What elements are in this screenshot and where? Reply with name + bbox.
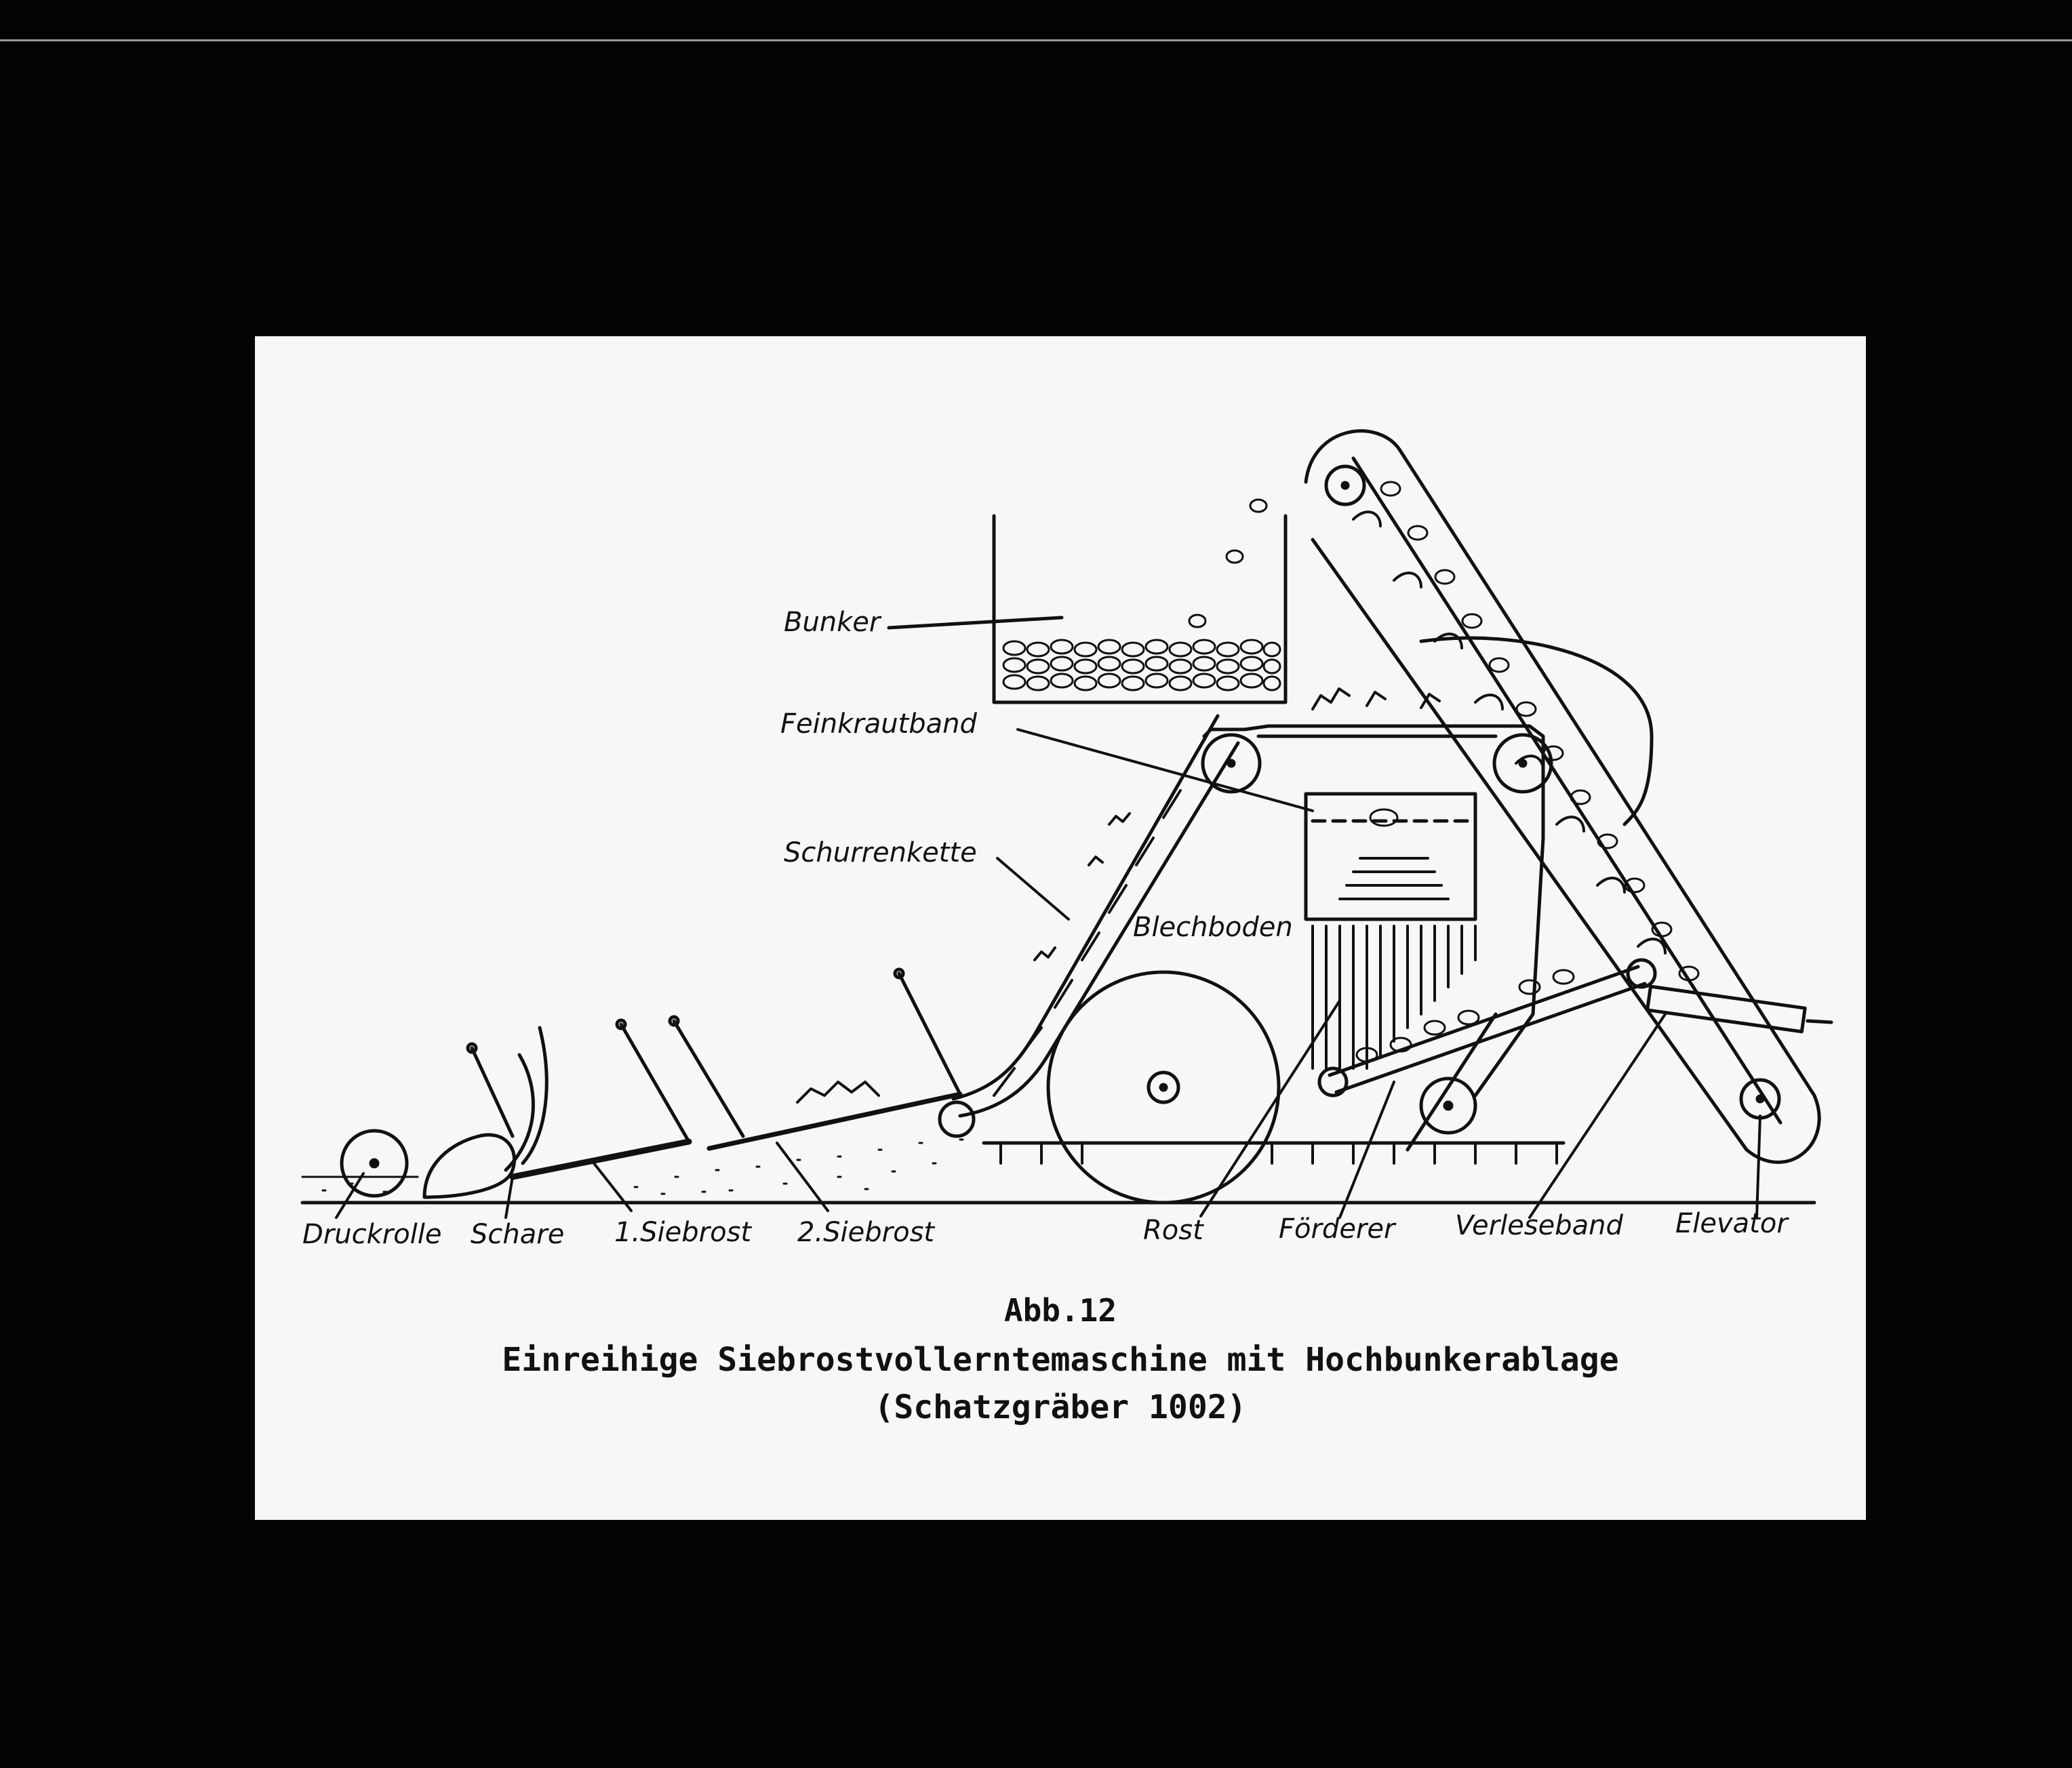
slide-card: [255, 336, 1866, 1520]
label-elevator: Elevator: [1675, 1208, 1788, 1239]
label-druckrolle: Druckrolle: [302, 1219, 442, 1250]
label-foerderer: Förderer: [1279, 1213, 1395, 1245]
label-schare: Schare: [471, 1219, 565, 1250]
label-rost: Rost: [1143, 1215, 1203, 1246]
label-bunker: Bunker: [784, 607, 881, 638]
label-blechboden: Blechboden: [1133, 912, 1293, 943]
figure-number: Abb.12: [1003, 1292, 1117, 1329]
siebrost-2: [709, 969, 960, 1148]
umlenkrolle: [940, 1102, 974, 1136]
label-siebrost-2: 2.Siebrost: [797, 1217, 935, 1248]
label-verleseband: Verleseband: [1455, 1210, 1623, 1241]
label-siebrost-1: 1.Siebrost: [614, 1217, 752, 1248]
figure-title: Einreihige Siebrostvollerntemaschine mit Hochbunkerablage: [502, 1341, 1619, 1379]
bunker: [889, 500, 1286, 702]
label-schurrenkette: Schurrenkette: [784, 837, 977, 868]
label-feinkrautband: Feinkrautband: [780, 708, 977, 740]
elevator: [1306, 431, 1831, 1163]
figure-subtitle: (Schatzgräber 1002): [874, 1388, 1247, 1426]
slide-top-edge: [0, 39, 2072, 41]
rost-box: [1306, 794, 1475, 1068]
